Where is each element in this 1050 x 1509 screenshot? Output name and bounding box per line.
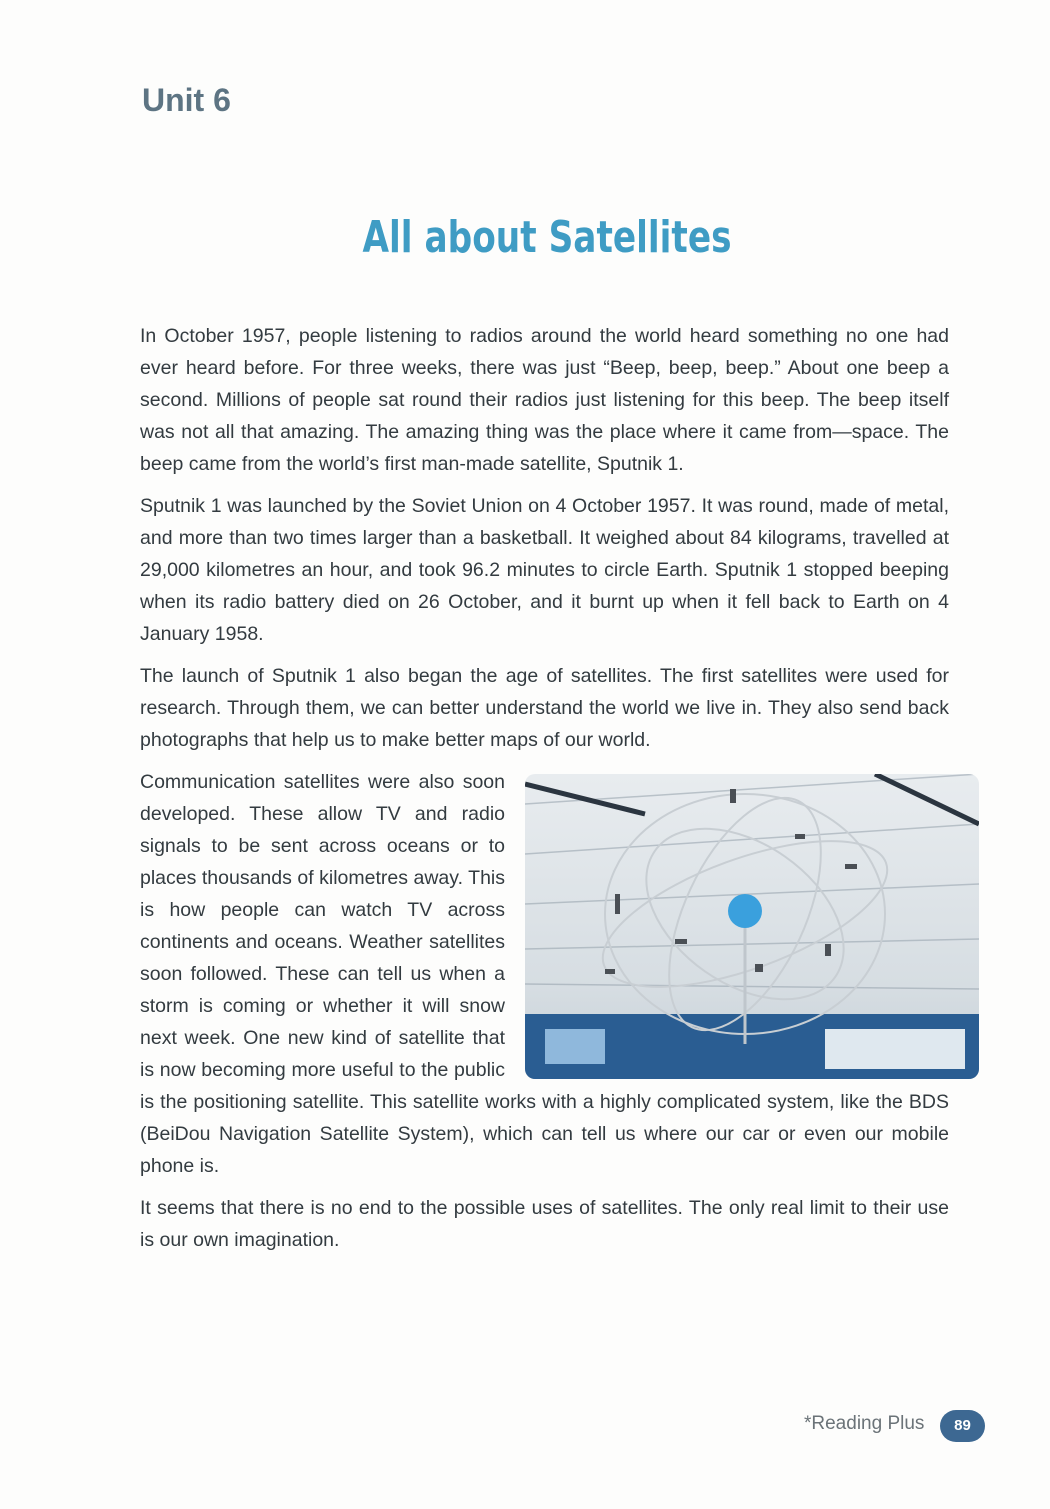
page-number-badge: 89 [940,1410,985,1442]
page-title: All about Satellites [362,212,732,263]
unit-label: Unit 6 [142,82,231,118]
paragraph: Communication satellites were also soon developed. These allow TV and radio signals to be sent across oceans or to places thousands of kilometres away. This is how people can watch TV across continents and oceans. Weather satellites soon followed. These can tell us when a storm is coming or whether it will snow next week. One new kind of satellite that is now becoming more useful to the public is the positioning satellite. This satellite works with a highly complicated system, like the BDS (BeiDou Navigation Satellite System), which can tell us where our car or even our mobile phone is. [140,771,949,1177]
paragraph: In October 1957, people listening to radios around the world heard something no one had ever heard before. For three weeks, there was just “Beep, beep, beep.” About one beep a second. Millions of people sat round their radios just listening for this beep. The beep itself was not all that amazing. The amazing thing was the place where it came from—space. The beep came from the world’s first man-made satellite, Sputnik 1. [140,325,949,475]
paragraph: Sputnik 1 was launched by the Soviet Union on 4 October 1957. It was round, made of metal, and more than two times larger than a basketball. It weighed about 84 kilograms, travelled at 29,000 kilometres an hour, and took 96.2 minutes to circle Earth. Sputnik 1 stopped beeping when its radio battery died on 26 October, and it burnt up when it fell back to Earth on 4 January 1958. [140,495,949,645]
article-body [140,320,949,1266]
satellite-model-photo [525,774,979,1079]
paragraph: The launch of Sputnik 1 also began the age of satellites. The first satellites were used for research. Through them, we can better understand the world we live in. They also send back photographs that help us to make better maps of our world. [140,665,949,751]
paragraph: It seems that there is no end to the possible uses of satellites. The only real limit to their use is our own imagination. [140,1197,949,1251]
footer-label: *Reading Plus [804,1413,925,1434]
